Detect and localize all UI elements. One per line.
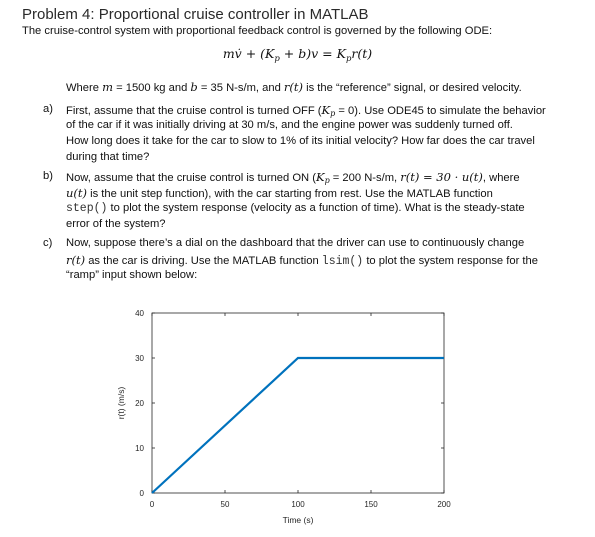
text: Now, assume that the cruise control is turned ON ( [66,172,316,184]
text: = 35 N-s/m, and [197,82,284,94]
math-text: = 0 [335,105,355,117]
text: First, assume that the cruise control is turned OFF ( [66,105,322,117]
text: , where [482,172,520,184]
governing-ode [0,46,595,64]
part-c-line-3: “ramp” input shown below: [66,269,198,281]
text: Where [66,82,103,94]
math-symbol: b [190,80,198,94]
y-tick-label: 40 [135,309,144,318]
part-b-line-1 [66,170,520,185]
math-symbol: r(t) [66,253,86,267]
part-label: a) [43,103,53,115]
x-tick-label: 200 [437,500,451,509]
x-tick-label: 100 [291,500,305,509]
ramp-chart-svg [110,300,470,532]
part-c-line-1: Now, suppose there’s a dial on the dashboard that the driver can use to continuously change [66,237,525,249]
text: = 1500 kg and [112,82,191,94]
part-label: b) [43,170,53,182]
parameters-line [66,80,522,94]
math-symbol: r(t) [283,80,304,94]
ode-part: mv̇ + (K [222,46,275,61]
x-axis-label: Time (s) [282,515,314,525]
part-a-line-3: How long does it take for the car to slow to 1% of its initial velocity? How far does the car travel [66,135,535,147]
part-b-line-3 [66,202,525,215]
part-b-line-4: error of the system? [66,218,166,230]
problem-intro: The cruise-control system with proportional feedback control is governed by the following ODE: [22,25,493,37]
code-lsim: lsim() [321,255,364,268]
y-tick-label: 20 [135,399,144,408]
y-axis-label: r(t) (m/s) [116,386,126,420]
part-c-line-2 [66,253,538,268]
ramp-input-chart [110,300,470,537]
part-a-line-1 [66,103,546,118]
text: to plot the system response (velocity as a function of time). What is the steady-state [107,202,525,214]
text: is the “reference” signal, or desired velocity. [303,82,522,94]
text: is the unit step function), with the car starting from rest. Use the MATLAB function [87,188,493,200]
part-b-line-2 [66,186,493,200]
y-tick-label: 30 [135,354,144,363]
text: to plot the system response for the [363,255,538,267]
plot-frame [152,313,444,493]
math-symbol: K [315,170,325,184]
math-subscript: p [324,176,330,185]
x-tick-label: 0 [149,500,155,509]
part-a-line-4: during that time? [66,151,150,163]
part-label: c) [43,237,53,249]
x-tick-label: 50 [220,500,230,509]
text: ). Use ODE45 to simulate the behavior [354,105,546,117]
x-tick-label: 150 [364,500,378,509]
math-symbol: u(t) [66,186,88,200]
text: = 200 N-s/m, [329,172,401,184]
math-symbol: m [102,80,113,94]
y-tick-label: 0 [139,489,144,498]
math-expression: r(t) = 30 · u(t) [400,170,483,184]
ode-subscript: p [274,54,280,64]
text: as the car is driving. Use the MATLAB function [85,255,322,267]
ode-part: + b)v = K [279,46,346,61]
code-step: step() [66,202,108,215]
problem-title: Problem 4: Proportional cruise controller in MATLAB [22,6,369,23]
ode-subscript: p [345,54,352,64]
math-subscript: p [330,109,336,118]
ode-rhs: r(t) [351,46,373,61]
y-tick-label: 10 [135,444,144,453]
part-a-line-2: of the car if it was initially driving at 30 m/s, and the engine power was suddenly turned off. [66,119,513,131]
math-symbol: K [321,103,331,117]
